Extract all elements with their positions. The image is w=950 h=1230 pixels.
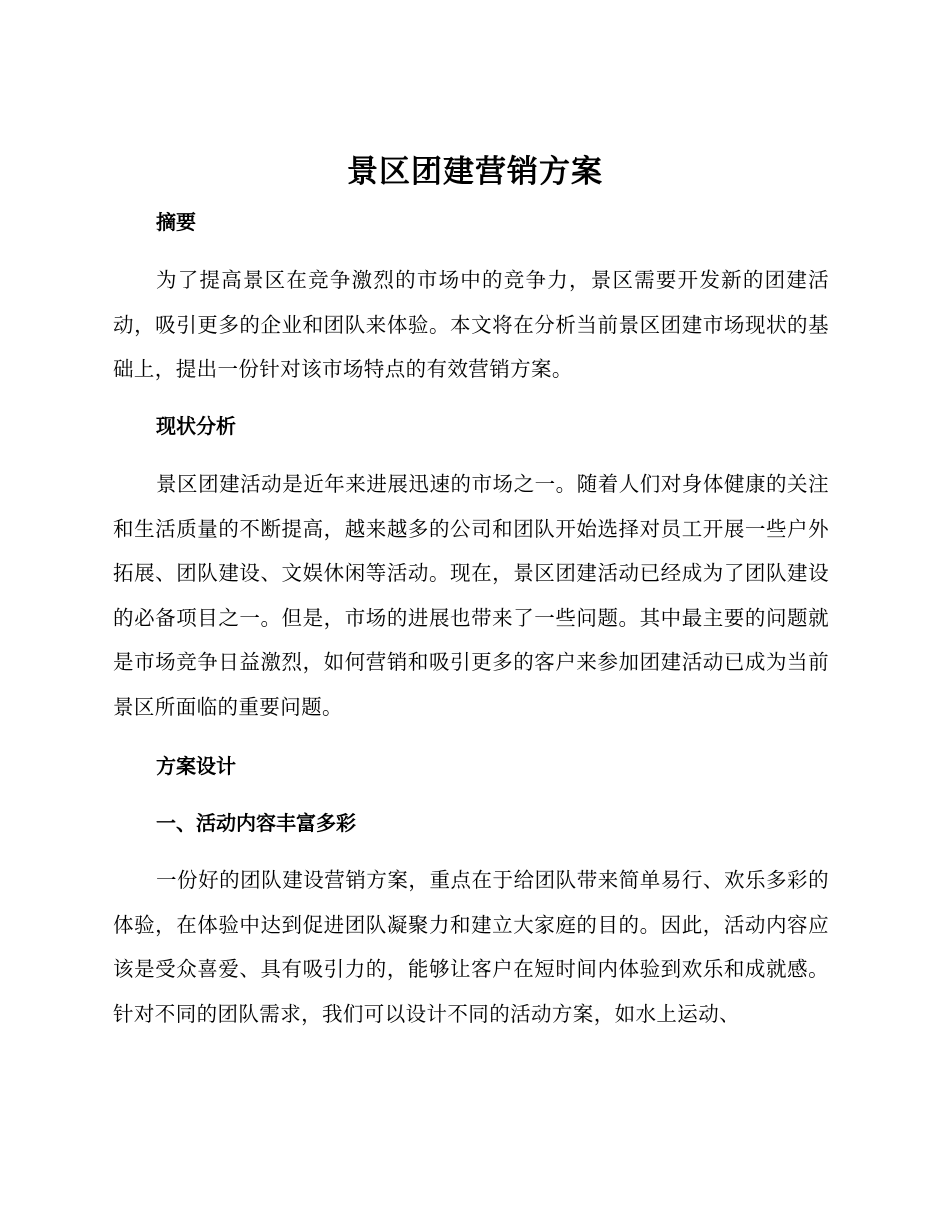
section-heading-design: 方案设计 [156,754,236,778]
paragraph-abstract: 为了提高景区在竞争激烈的市场中的竞争力，景区需要开发新的团建活动，吸引更多的企业和团队来体验。本文将在分析当前景区团建市场现状的基础上，提出一份针对该市场特点的有效营销方案。 [113,268,829,381]
section-heading-abstract: 摘要 [156,210,196,234]
paragraph-status: 景区团建活动是近年来进展迅速的市场之一。随着人们对身体健康的关注和生活质量的不断提高，越来越多的公司和团队开始选择对员工开展一些户外拓展、团队建设、文娱休闲等活动。现在，景区团建活动已经成为了团队建设的必备项目之一。但是，市场的进展也带来了一些问题。其中最主要的问题就是市场竞争日益激烈，如何营销和吸引更多的客户来参加团建活动已成为当前景区所面临的重要问题。 [113,472,829,719]
document-title: 景区团建营销方案 [347,154,603,190]
paragraph-activity-content: 一份好的团队建设营销方案，重点在于给团队带来简单易行、欢乐多彩的体验，在体验中达到促进团队凝聚力和建立大家庭的目的。因此，活动内容应该是受众喜爱、具有吸引力的，能够让客户在短时间内体验到欢乐和成就感。针对不同的团队需求，我们可以设计不同的活动方案，如水上运动、 [113,868,829,1026]
section-heading-status: 现状分析 [156,414,236,438]
subsection-heading-activity-content: 一、活动内容丰富多彩 [156,811,356,835]
